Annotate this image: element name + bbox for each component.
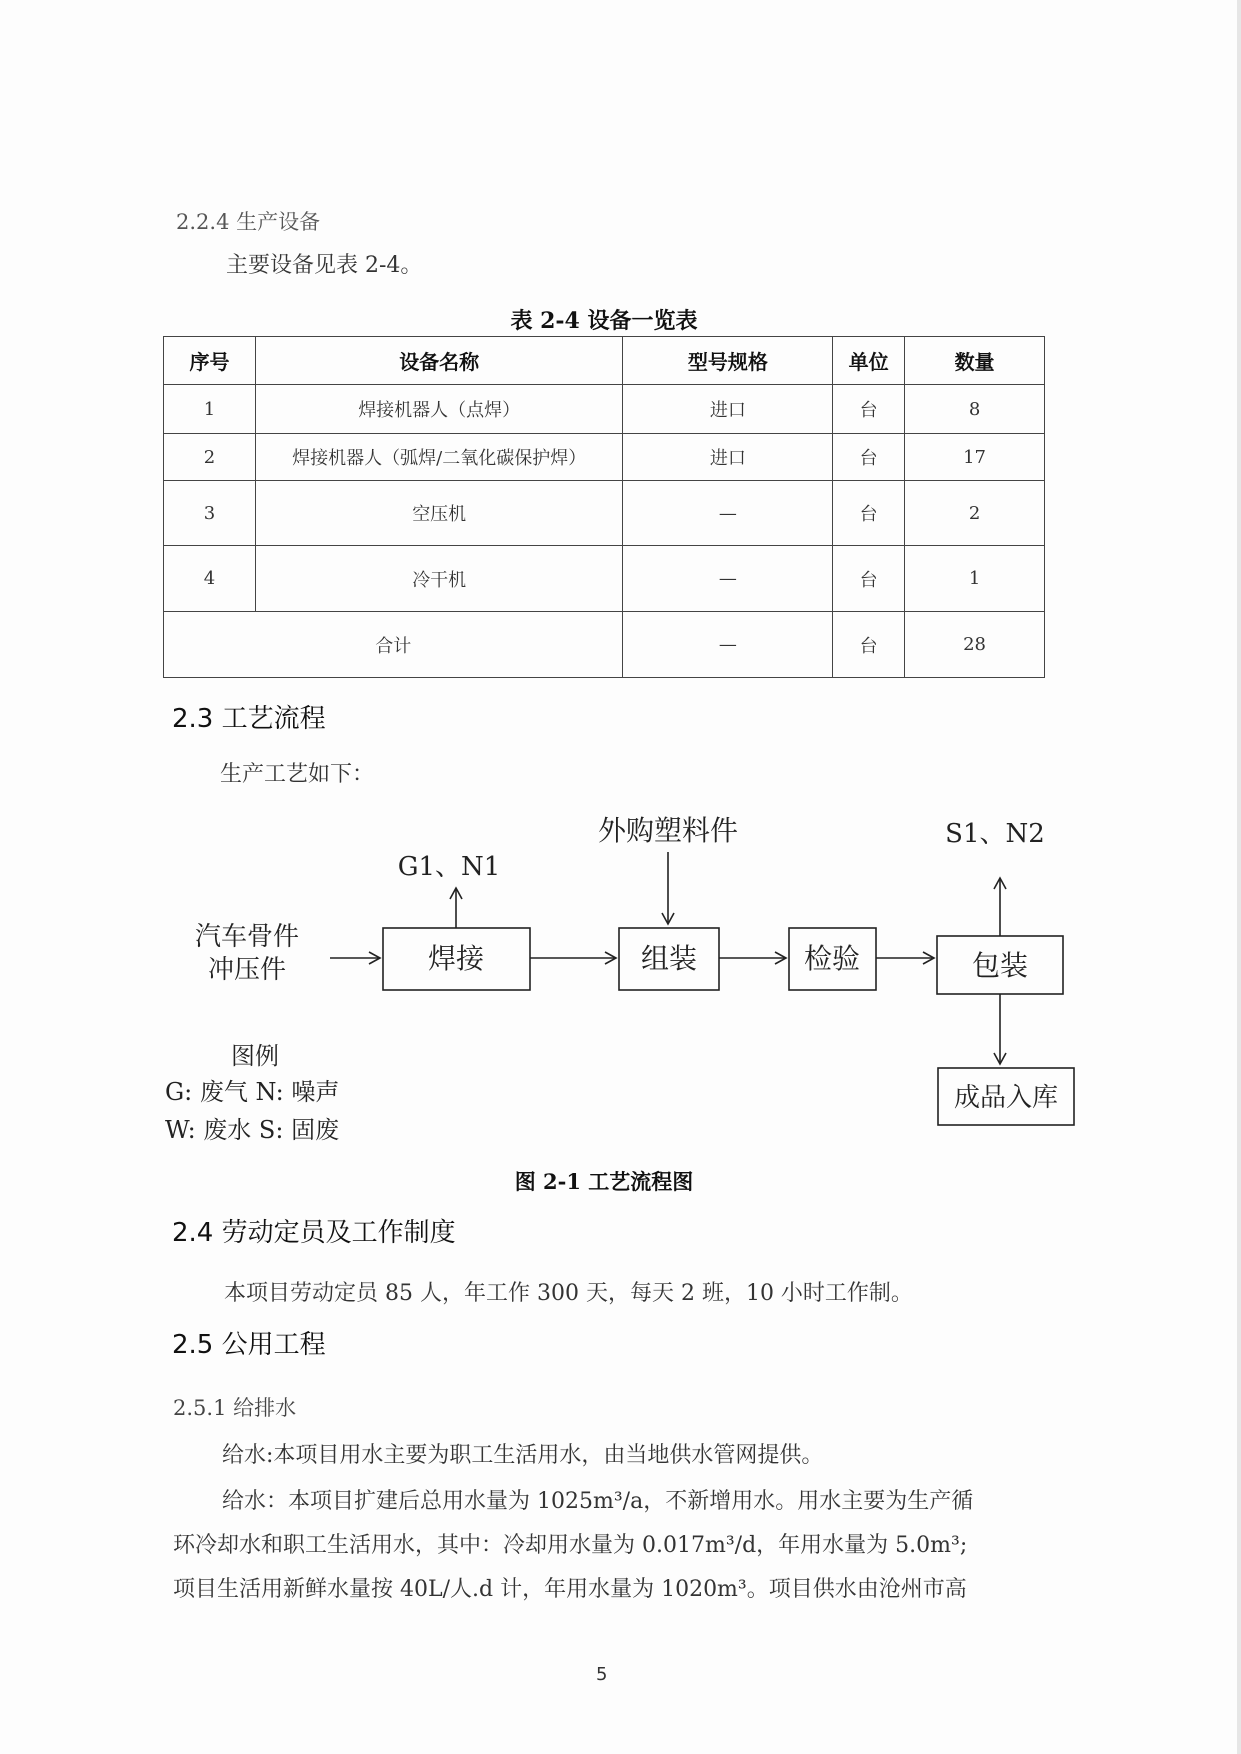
header-index: 序号 xyxy=(164,337,256,385)
cell-name: 焊接机器人（弧焊/二氧化碳保护焊） xyxy=(255,434,623,481)
cell-name: 焊接机器人（点焊） xyxy=(255,385,623,434)
section-heading-2-3: 2.3 工艺流程 xyxy=(172,704,326,734)
cell-index: 2 xyxy=(164,434,256,481)
flow-input-line2: 冲压件 xyxy=(207,955,287,985)
flow-input-line1: 汽车骨件 xyxy=(194,922,300,952)
header-spec: 型号规格 xyxy=(623,337,833,385)
cell-name: 冷干机 xyxy=(255,546,623,612)
cell-qty: 8 xyxy=(905,385,1045,434)
cell-spec: 进口 xyxy=(623,434,833,481)
header-unit: 单位 xyxy=(833,337,905,385)
cell-index: 3 xyxy=(164,481,256,546)
cell-qty: 1 xyxy=(905,546,1045,612)
table-row xyxy=(164,481,1045,546)
cell-qty: 17 xyxy=(905,434,1045,481)
cell-qty: 2 xyxy=(905,481,1045,546)
table-row xyxy=(164,434,1045,481)
section-heading-2-2-4: 2.2.4 生产设备 xyxy=(176,210,321,234)
pack-output-label: S1、N2 xyxy=(945,819,1045,849)
water-paragraph-1: 给水:本项目用水主要为职工生活用水，由当地供水管网提供。 xyxy=(222,1443,824,1468)
table-header-row xyxy=(164,337,1045,385)
box-weld-label: 焊接 xyxy=(427,942,485,975)
staffing-text: 本项目劳动定员 85 人，年工作 300 天，每天 2 班，10 小时工作制。 xyxy=(224,1281,913,1306)
cell-name: 空压机 xyxy=(255,481,623,546)
cell-spec: — xyxy=(623,546,833,612)
process-flowchart xyxy=(0,800,1241,1180)
box-store-label: 成品入库 xyxy=(953,1083,1059,1113)
header-name: 设备名称 xyxy=(255,337,623,385)
table-caption: 表 2-4 设备一览表 xyxy=(510,308,698,334)
box-inspect-label: 检验 xyxy=(803,942,861,975)
table-row xyxy=(164,385,1045,434)
cell-unit: 台 xyxy=(833,546,905,612)
legend-line1: G: 废气 N: 噪声 xyxy=(165,1078,340,1106)
section-heading-2-5: 2.5 公用工程 xyxy=(172,1330,326,1360)
page-number: 5 xyxy=(596,1664,608,1685)
equipment-table xyxy=(163,336,1045,678)
cell-total-unit: 台 xyxy=(833,612,905,678)
box-pack-label: 包装 xyxy=(971,949,1029,982)
box-assemble-label: 组装 xyxy=(640,942,698,975)
cell-unit: 台 xyxy=(833,481,905,546)
table-row xyxy=(164,546,1045,612)
cell-unit: 台 xyxy=(833,385,905,434)
water-paragraph-2-line2: 环冷却水和职工生活用水，其中：冷却用水量为 0.017m³/d，年用水量为 5.0m³; xyxy=(173,1533,968,1558)
table-total-row xyxy=(164,612,1045,678)
cell-spec: — xyxy=(623,481,833,546)
legend-title: 图例 xyxy=(231,1042,279,1070)
water-paragraph-2-line3: 项目生活用新鲜水量按 40L/人.d 计，年用水量为 1020m³。项目供水由沧州市高 xyxy=(173,1577,967,1602)
process-intro-text: 生产工艺如下： xyxy=(220,762,375,787)
legend-line2: W: 废水 S: 固废 xyxy=(165,1116,340,1144)
weld-output-label: G1、N1 xyxy=(397,852,501,882)
assemble-input-label: 外购塑料件 xyxy=(597,814,739,847)
header-qty: 数量 xyxy=(905,337,1045,385)
cell-index: 1 xyxy=(164,385,256,434)
table-intro-text: 主要设备见表 2-4。 xyxy=(226,253,423,278)
figure-caption: 图 2-1 工艺流程图 xyxy=(514,1169,694,1194)
cell-total-qty: 28 xyxy=(905,612,1045,678)
cell-total-label: 合计 xyxy=(164,612,623,678)
cell-spec: 进口 xyxy=(623,385,833,434)
cell-index: 4 xyxy=(164,546,256,612)
cell-unit: 台 xyxy=(833,434,905,481)
water-paragraph-2-line1: 给水：本项目扩建后总用水量为 1025m³/a，不新增用水。用水主要为生产循 xyxy=(222,1489,974,1514)
section-heading-2-4: 2.4 劳动定员及工作制度 xyxy=(172,1218,456,1248)
section-heading-2-5-1: 2.5.1 给排水 xyxy=(173,1396,297,1420)
cell-total-spec: — xyxy=(623,612,833,678)
